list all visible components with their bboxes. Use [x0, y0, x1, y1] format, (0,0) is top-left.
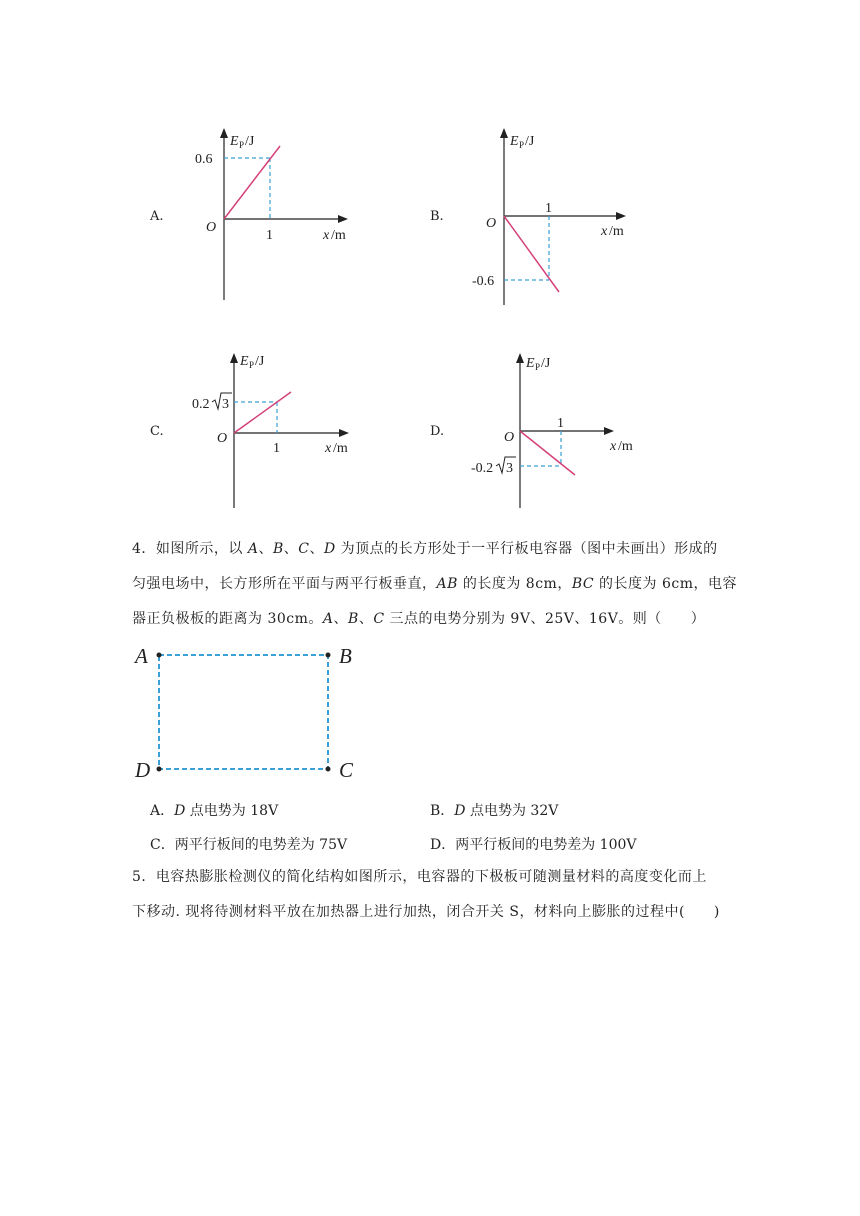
y-label-e: E: [230, 134, 239, 149]
point-b: [326, 653, 331, 658]
q4-stem-line-2: 匀强电场中，长方形所在平面与两平行板垂直，AB 的长度为 8cm，BC 的长度为 6cm，电容: [132, 576, 738, 592]
y-label-e: E: [240, 354, 249, 369]
y-label-sub: P: [239, 140, 245, 150]
q4-option-d[interactable]: D．两平行板间的电势差为 100V: [430, 837, 637, 853]
y-tick-label: -0.2: [471, 461, 494, 476]
y-label-unit: /J: [525, 134, 535, 149]
q5-stem-line-2: 下移动. 现将待测材料平放在加热器上进行加热，闭合开关 S，材料向上膨胀的过程中( ): [132, 904, 720, 920]
option-letter-d: D.: [430, 424, 445, 439]
y-tick-label: 0.6: [195, 152, 213, 167]
x-label-x: x: [323, 228, 330, 243]
x-axis-arrow: [338, 215, 348, 223]
graph-a: [190, 125, 370, 310]
graph-d: [470, 345, 650, 515]
rectangle-figure: [125, 640, 375, 785]
x-label-unit: /m: [618, 439, 633, 454]
option-letter-a: A.: [150, 209, 164, 224]
y-axis-arrow: [230, 353, 238, 363]
label-b: B: [339, 644, 352, 668]
graph-c: [190, 345, 370, 515]
x-label-x: x: [325, 441, 332, 456]
y-axis-arrow: [500, 128, 508, 138]
label-a: A: [135, 644, 148, 668]
x-label-x: x: [610, 439, 617, 454]
origin-label: O: [206, 220, 217, 235]
x-tick-label: 1: [545, 201, 552, 216]
energy-line: [520, 431, 575, 475]
q4-stem-line-3: 器正负极板的距离为 30cm。A、B、C 三点的电势分别为 9V、25V、16V。则（ ）: [132, 611, 706, 627]
x-label-unit: /m: [609, 224, 624, 239]
x-tick-label: 1: [557, 416, 564, 431]
y-label-unit: /J: [255, 354, 265, 369]
y-tick-label: 0.2: [192, 397, 210, 412]
q4-option-a[interactable]: A．D 点电势为 18V: [150, 803, 279, 819]
x-axis-arrow: [604, 427, 614, 435]
y-label-e: E: [526, 356, 535, 371]
dashed-rectangle: [159, 655, 328, 769]
origin-label: O: [217, 431, 228, 446]
q5-stem-line-1: 5．电容热膨胀检测仪的简化结构如图所示，电容器的下极板可随测量材料的高度变化而上: [132, 869, 707, 885]
x-label-unit: /m: [333, 441, 348, 456]
x-label-unit: /m: [331, 228, 346, 243]
y-label-unit: /J: [541, 356, 551, 371]
y-label-sub: P: [535, 362, 541, 372]
x-tick-label: 1: [273, 441, 280, 456]
y-label-sub: P: [519, 140, 525, 150]
q4-option-c[interactable]: C．两平行板间的电势差为 75V: [150, 837, 348, 853]
q4-stem-line-1: 4．如图所示，以 A、B、C、D 为顶点的长方形处于一平行板电容器（图中未画出）形成的: [132, 541, 718, 557]
graph-b: [470, 125, 650, 310]
origin-label: O: [504, 430, 515, 445]
energy-line: [504, 216, 559, 292]
x-axis-arrow: [616, 212, 626, 220]
y-tick-root: 3: [506, 461, 513, 476]
x-tick-label: 1: [266, 228, 273, 243]
y-tick-label: -0.6: [472, 274, 495, 289]
origin-label: O: [486, 216, 497, 231]
option-letter-b: B.: [430, 209, 444, 224]
y-axis-arrow: [220, 128, 228, 138]
point-a: [157, 653, 162, 658]
y-label-e: E: [510, 134, 519, 149]
y-label-unit: /J: [245, 134, 255, 149]
label-d: D: [135, 758, 151, 782]
q4-option-b[interactable]: B．D 点电势为 32V: [430, 803, 559, 819]
option-letter-c: C.: [150, 424, 164, 439]
label-c: C: [339, 758, 354, 782]
y-tick-root: 3: [222, 397, 229, 412]
x-label-x: x: [601, 224, 608, 239]
y-axis-arrow: [516, 353, 524, 363]
point-d: [157, 767, 162, 772]
x-axis-arrow: [339, 429, 349, 437]
energy-line: [234, 392, 291, 433]
energy-line: [224, 146, 280, 219]
y-label-sub: P: [249, 360, 255, 370]
point-c: [326, 767, 331, 772]
